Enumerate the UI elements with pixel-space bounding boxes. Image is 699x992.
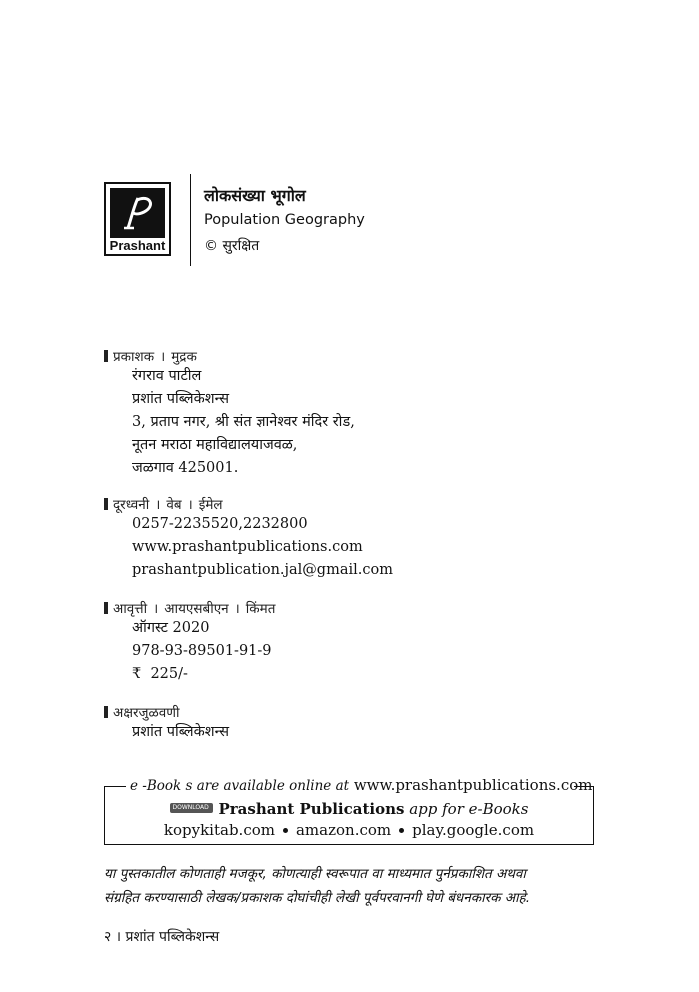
- publisher-app-name: Prashant Publications: [218, 800, 405, 818]
- copyright-notice: © सुरक्षित: [204, 238, 260, 254]
- address-line: नूतन मराठा महाविद्यालयाजवळ,: [132, 437, 298, 453]
- title-divider: [190, 174, 191, 266]
- edition-date: ऑगस्ट 2020: [132, 620, 210, 636]
- heading-label: किंमत: [245, 601, 276, 617]
- section-heading: [104, 703, 229, 721]
- title-block: [204, 184, 365, 255]
- disclaimer-line: या पुस्तकातील कोणताही मजकूर, कोणत्याही स्वरूपात वा माध्यमात पुर्नप्रकाशित अथवा: [104, 866, 526, 882]
- ebooks-website-link[interactable]: www.prashantpublications.com: [353, 776, 593, 794]
- bullet-icon: [399, 828, 404, 833]
- page-footer: २ । प्रशांत पब्लिकेशन्स: [104, 929, 220, 945]
- stores-line: [104, 821, 594, 839]
- heading-label: ईमेल: [198, 497, 223, 513]
- address-line: जळगाव 425001.: [132, 460, 239, 476]
- publisher-name: रंगराव पाटील: [132, 368, 202, 384]
- copyright-disclaimer: [104, 862, 599, 910]
- heading-label: वेब: [166, 497, 182, 513]
- contact-section: [104, 495, 393, 582]
- store-link[interactable]: amazon.com: [295, 821, 392, 839]
- ebooks-caption-text: e -Book s are available online at: [130, 778, 350, 794]
- logo-text: Prashant: [109, 238, 166, 253]
- section-heading: आवृत्ती । आयएसबीएन । किंमत: [104, 599, 275, 617]
- heading-label: आयएसबीएन: [164, 601, 229, 617]
- heading-label: आवृत्ती: [113, 601, 148, 617]
- section-heading: प्रकाशक । मुद्रक: [104, 347, 355, 365]
- heading-bar-icon: [104, 602, 108, 614]
- price: ₹ 225/-: [132, 666, 188, 682]
- isbn: 978-93-89501-91-9: [132, 643, 272, 659]
- bullet-icon: [283, 828, 288, 833]
- phone-number: 0257-2235520,2232800: [132, 516, 308, 532]
- website-link[interactable]: www.prashantpublications.com: [132, 539, 363, 555]
- heading-bar-icon: [104, 706, 108, 718]
- download-badge-icon[interactable]: DOWNLOAD: [170, 803, 213, 813]
- heading-bar-icon: [104, 350, 108, 362]
- app-line: [104, 800, 594, 818]
- heading-label: अक्षरजुळवणी: [113, 705, 180, 721]
- publisher-section: [104, 347, 355, 480]
- heading-bar-icon: [104, 498, 108, 510]
- section-heading: दूरध्वनी । वेब । ईमेल: [104, 495, 393, 513]
- typesetting-section: [104, 703, 229, 744]
- store-link[interactable]: play.google.com: [412, 821, 535, 839]
- ebooks-caption: [130, 776, 592, 794]
- publisher-company: प्रशांत पब्लिकेशन्स: [132, 391, 230, 407]
- typesetter-name: प्रशांत पब्लिकेशन्स: [132, 724, 230, 740]
- address-line: 3, प्रताप नगर, श्री संत ज्ञानेश्वर मंदिर रोड,: [132, 414, 355, 430]
- email-link[interactable]: prashantpublication.jal@gmail.com: [132, 562, 393, 578]
- heading-label: दूरध्वनी: [113, 497, 150, 513]
- logo-p-mark-icon: [110, 188, 165, 238]
- book-title-english: Population Geography: [204, 212, 365, 228]
- publisher-logo: [104, 182, 171, 256]
- box-border-segment: [104, 786, 126, 787]
- book-title-marathi: लोकसंख्या भूगोल: [204, 186, 306, 205]
- store-link[interactable]: kopykitab.com: [163, 821, 275, 839]
- app-text: app for e-Books: [409, 800, 529, 818]
- heading-label: मुद्रक: [171, 349, 197, 365]
- edition-section: [104, 599, 275, 686]
- heading-label: प्रकाशक: [113, 349, 155, 365]
- disclaimer-line: संग्रहित करण्यासाठी लेखक/प्रकाशक दोघांचीही लेखी पूर्वपरवानगी घेणे बंधनकारक आहे.: [104, 890, 531, 906]
